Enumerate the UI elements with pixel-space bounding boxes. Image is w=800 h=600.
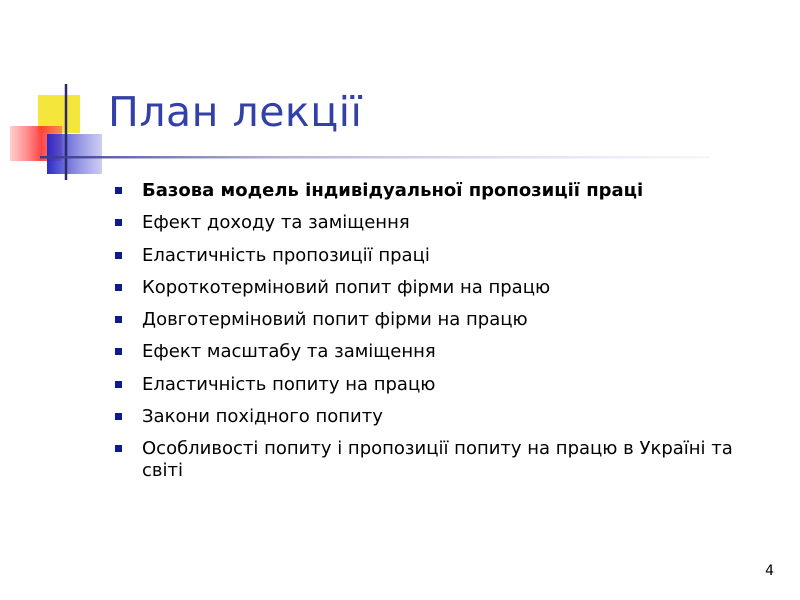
page-number: 4 [765, 563, 774, 579]
square-bullet-icon [115, 187, 122, 194]
square-bullet-icon [115, 413, 122, 420]
list-item-text: Еластичність попиту на працю [142, 373, 436, 395]
square-bullet-icon [115, 445, 122, 452]
list-item [112, 406, 772, 428]
square-bullet-icon [115, 219, 122, 226]
square-bullet-icon [115, 381, 122, 388]
list-item [112, 341, 772, 363]
list-item-text: Довготерміновий попит фірми на працю [142, 309, 528, 331]
list-item [112, 180, 772, 202]
square-bullet-icon [115, 252, 122, 259]
list-item-text: Особливості попиту і пропозиції попиту на працю в Україні та світі [142, 438, 733, 482]
blue-square [47, 134, 102, 174]
list-item-text: Базова модель індивідуальної пропозиції праці [142, 180, 644, 201]
list-item [112, 245, 772, 267]
title-underline [40, 156, 710, 159]
list-item [112, 212, 772, 234]
list-item-text: Короткотерміновий попит фірми на працю [142, 276, 551, 298]
list-item-text: Ефект доходу та заміщення [142, 212, 410, 234]
list-item-text: Еластичність пропозиції праці [142, 244, 430, 266]
bullet-list [112, 180, 772, 493]
list-item [112, 438, 772, 482]
square-bullet-icon [115, 284, 122, 291]
list-item-text: Ефект масштабу та заміщення [142, 341, 436, 363]
square-bullet-icon [115, 348, 122, 355]
list-item [112, 309, 772, 331]
slide-title: План лекції [108, 88, 363, 136]
list-item [112, 277, 772, 299]
list-item [112, 374, 772, 396]
list-item-text: Закони похідного попиту [142, 406, 383, 428]
square-bullet-icon [115, 316, 122, 323]
